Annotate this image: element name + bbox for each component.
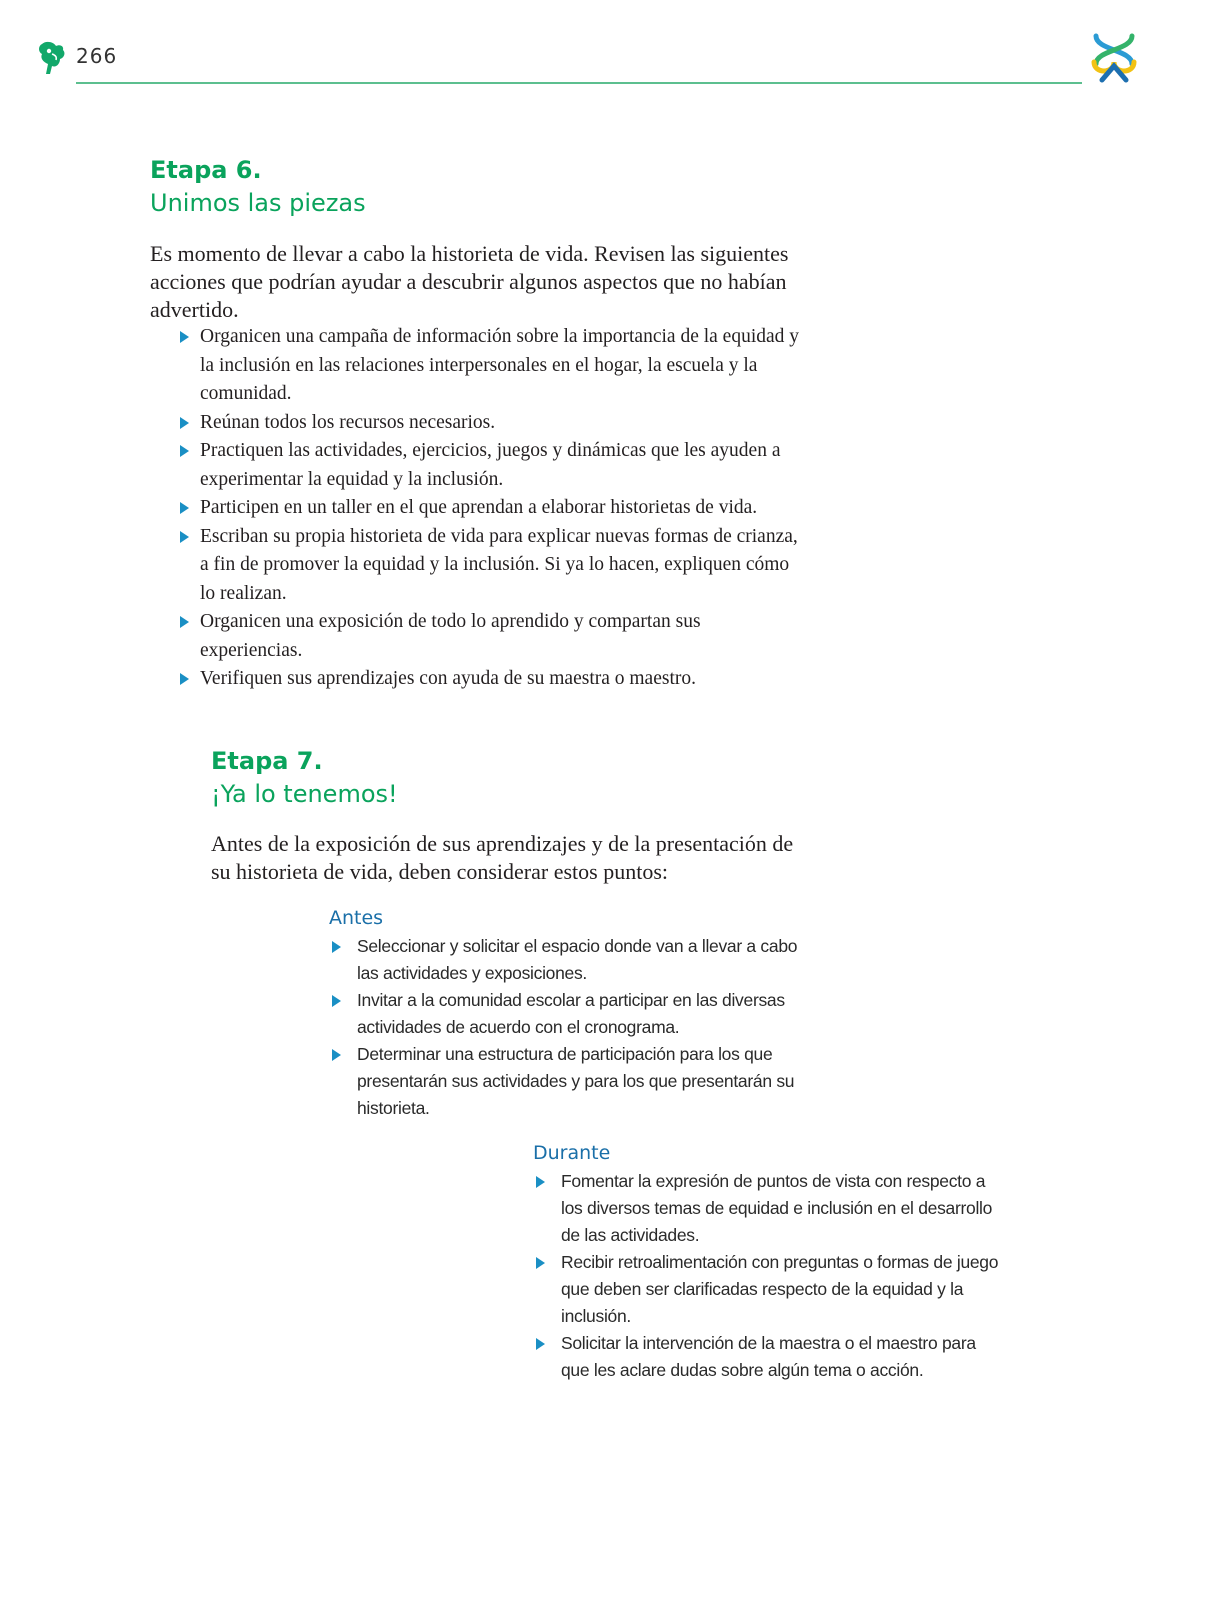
bullet-triangle-icon: [332, 995, 341, 1007]
list-item-text: Recibir retroalimentación con preguntas o formas de juego que deben ser clarificadas respecto de la equidad y la inclusión.: [561, 1252, 999, 1326]
bullet-triangle-icon: [180, 616, 189, 628]
bullet-triangle-icon: [536, 1338, 545, 1350]
list-item-text: Practiquen las actividades, ejercicios, juegos y dinámicas que les ayuden a experimentar la equidad y la inclusión.: [200, 440, 781, 490]
list-item: [329, 987, 799, 1041]
list-item-text: Seleccionar y solicitar el espacio donde van a llevar a cabo las actividades y exposiciones.: [357, 936, 798, 983]
bullet-triangle-icon: [332, 1049, 341, 1061]
stage6-heading: [150, 154, 366, 220]
before-list: [329, 933, 799, 1122]
bullet-triangle-icon: [332, 941, 341, 953]
list-item: [176, 665, 806, 694]
list-item: [533, 1330, 1003, 1384]
list-item-text: Determinar una estructura de participación para los que presentarán sus actividades y para los que presentarán su historieta.: [357, 1044, 795, 1118]
page-number: 266: [76, 44, 118, 68]
stage7-heading: [211, 745, 398, 811]
during-heading: Durante: [533, 1142, 611, 1164]
stage7-title: ¡Ya lo tenemos!: [211, 780, 398, 808]
list-item: [329, 933, 799, 987]
stage7-intro: Antes de la exposición de sus aprendizajes y de la presentación de su historieta de vida, deben considerar estos puntos:: [211, 831, 794, 884]
bullet-triangle-icon: [180, 673, 189, 685]
list-item: [176, 523, 806, 609]
bullet-triangle-icon: [180, 445, 189, 457]
list-item: [176, 494, 806, 523]
list-item-text: Reúnan todos los recursos necesarios.: [200, 411, 496, 433]
stage6-number: Etapa 6.: [150, 156, 262, 184]
stage6-list: [176, 323, 806, 694]
bullet-triangle-icon: [180, 502, 189, 514]
stage7-number: Etapa 7.: [211, 747, 323, 775]
before-heading: Antes: [329, 907, 384, 929]
green-figure-icon: [36, 40, 68, 76]
list-item-text: Escriban su propia historieta de vida para explicar nuevas formas de crianza, a fin de promover la equidad y la inclusión. Si ya lo hacen, expliquen cómo lo realizan.: [200, 525, 798, 604]
list-item: [329, 1041, 799, 1122]
list-item-text: Solicitar la intervención de la maestra o el maestro para que les aclare dudas sobre algún tema o acción.: [561, 1333, 976, 1380]
list-item: [533, 1168, 1003, 1249]
list-item: [533, 1249, 1003, 1330]
list-item-text: Participen en un taller en el que aprendan a elaborar historietas de vida.: [200, 497, 758, 518]
list-item-text: Invitar a la comunidad escolar a participar en las diversas actividades de acuerdo con el cronograma.: [357, 990, 785, 1037]
list-item-text: Fomentar la expresión de puntos de vista con respecto a los diversos temas de equidad e inclusión en el desarrollo de las actividades.: [561, 1171, 993, 1245]
stage6-intro: Es momento de llevar a cabo la historieta de vida. Revisen las siguientes acciones que podrían ayudar a descubrir algunos aspectos que no habían advertido.: [150, 241, 789, 322]
list-item-text: Organicen una campaña de información sobre la importancia de la equidad y la inclusión en las relaciones interpersonales en el hogar, la escuela y la comunidad.: [200, 326, 800, 404]
list-item: [176, 608, 806, 665]
list-item: [176, 409, 806, 438]
during-list: [533, 1168, 1003, 1384]
list-item: [176, 323, 806, 409]
list-item-text: Organicen una exposición de todo lo aprendido y compartan sus experiencias.: [200, 611, 701, 661]
colored-knot-logo-icon: [1088, 32, 1140, 84]
bullet-triangle-icon: [180, 331, 189, 343]
bullet-triangle-icon: [536, 1176, 545, 1188]
list-item-text: Verifiquen sus aprendizajes con ayuda de su maestra o maestro.: [200, 668, 696, 689]
stage6-title: Unimos las piezas: [150, 189, 366, 217]
list-item: [176, 437, 806, 494]
bullet-triangle-icon: [536, 1257, 545, 1269]
bullet-triangle-icon: [180, 531, 189, 543]
header-rule: [76, 82, 1082, 84]
bullet-triangle-icon: [180, 417, 189, 429]
